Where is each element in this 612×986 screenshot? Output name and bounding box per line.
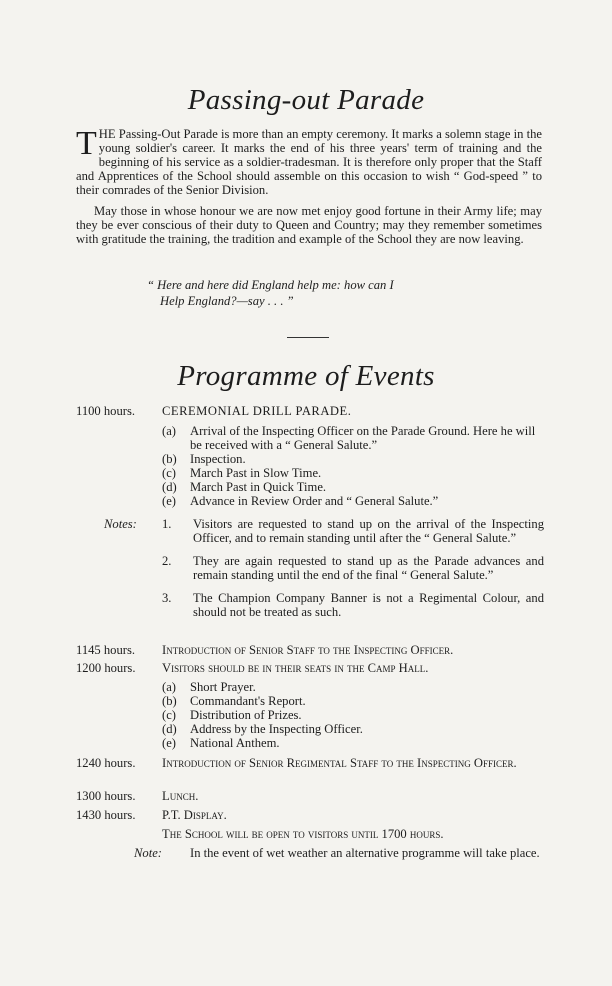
list-item: (e) Advance in Review Order and “ General Salute.”: [162, 494, 439, 508]
event-heading-1145: Introduction of Senior Staff to the Inspecting Officer.: [162, 643, 454, 657]
event-heading-1100: CEREMONIAL DRILL PARADE.: [162, 404, 352, 418]
open-notice: The School will be open to visitors until 1700 hours.: [162, 827, 444, 841]
list-1100: [162, 424, 544, 508]
notes-list: [162, 517, 544, 628]
time-1300: 1300 hours.: [76, 789, 136, 803]
event-heading-1200: Visitors should be in their seats in the Camp Hall.: [162, 661, 429, 675]
notes-label: Notes:: [104, 517, 137, 531]
time-1430: 1430 hours.: [76, 808, 136, 822]
intro-paragraph-2: May those in whose honour we are now met enjoy good fortune in their Army life; may they be ever conscious of their duty to Queen and Country; may they remember sometimes with gratitude the training, the tradition and example of the School they are now leaving.: [76, 204, 542, 246]
list-item: (d) Address by the Inspecting Officer.: [162, 722, 363, 736]
drop-cap: T: [76, 125, 97, 162]
note-item: 2. They are again requested to stand up as the Parade advances and remain standing until the end of the final “ General Salute.”: [162, 554, 544, 582]
note-label: Note:: [134, 846, 162, 860]
list-item: (c) Distribution of Prizes.: [162, 708, 302, 722]
time-1200: 1200 hours.: [76, 661, 136, 675]
note-item: 1. Visitors are requested to stand up on the arrival of the Inspecting Officer, and to remain standing until after the “ General Salute.”: [162, 517, 544, 545]
quote-line-2: Help England?—say . . . ”: [160, 294, 294, 308]
intro-text: [76, 127, 542, 246]
list-item: (b) Commandant's Report.: [162, 694, 306, 708]
quote-line-1: “ Here and here did England help me: how can I: [147, 278, 394, 292]
event-heading-1240: Introduction of Senior Regimental Staff to the Inspecting Officer.: [162, 756, 517, 770]
wet-weather-note: In the event of wet weather an alternative programme will take place.: [190, 846, 540, 860]
time-1145: 1145 hours.: [76, 643, 136, 657]
time-1100: 1100 hours.: [76, 404, 136, 418]
note-item: 3. The Champion Company Banner is not a Regimental Colour, and should not be treated as such.: [162, 591, 544, 619]
programme-title: Programme of Events: [177, 360, 435, 392]
list-item: (e) National Anthem.: [162, 736, 280, 750]
divider-rule: [287, 337, 329, 338]
list-item: (a) Arrival of the Inspecting Officer on the Parade Ground. Here he will be received with a “ General Salute.”: [162, 424, 536, 452]
page-title: Passing-out Parade: [187, 84, 425, 116]
list-1200: [162, 680, 544, 750]
intro-paragraph-1: THE Passing-Out Parade is more than an empty ceremony. It marks a solemn stage in the young soldier's career. It marks the end of his three years' term of training and the beginning of his service as a soldier-tradesman. It is therefore only proper that the Staff and Apprentices of the School should assemble on this occasion to wish “ God-speed ” to their comrades of the Senior Division.: [76, 125, 542, 197]
time-1240: 1240 hours.: [76, 756, 136, 770]
quotation: [147, 277, 394, 309]
list-item: (b) Inspection.: [162, 452, 246, 466]
list-item: (c) March Past in Slow Time.: [162, 466, 322, 480]
list-item: (d) March Past in Quick Time.: [162, 480, 327, 494]
event-heading-1430: P.T. Display.: [162, 808, 227, 822]
event-heading-1300: Lunch.: [162, 789, 199, 803]
list-item: (a) Short Prayer.: [162, 680, 256, 694]
